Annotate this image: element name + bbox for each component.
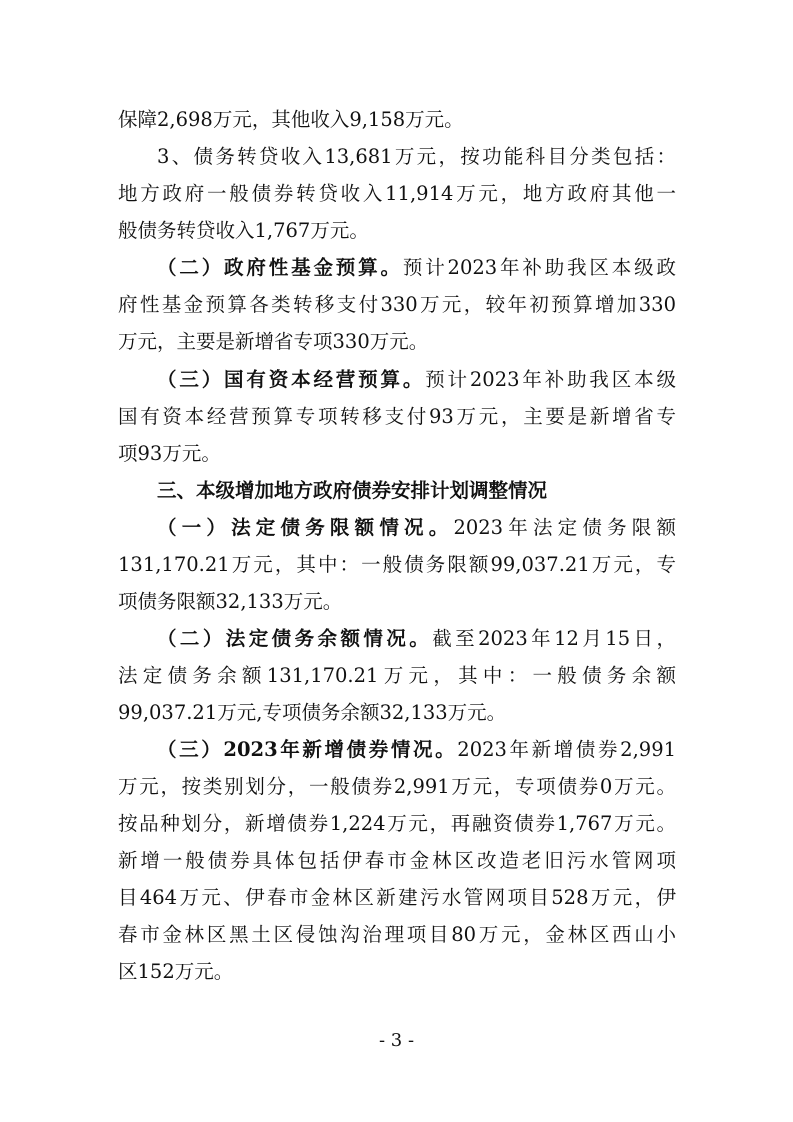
section-heading: （三）2023年新增债券情况。 [157,738,458,761]
body-line-4: 般债务转贷收入1,767万元。 [118,219,369,242]
body-line-9: 国有资本经营预算专项转移支付93万元，主要是新增省专 [118,405,676,428]
chapter-heading-three: 三、本级增加地方政府债券安排计划调整情况 [157,479,548,502]
body-line-6: 府性基金预算各类转移支付330万元，较年初预算增加330 [118,293,676,316]
body-line-7: 万元，主要是新增省专项330万元。 [118,330,429,353]
page-number: - 3 - [378,1030,415,1051]
body-line-23: 春市金林区黑土区侵蚀沟治理项目80万元，金林区西山小 [118,923,676,946]
body-line-16: 法定债务余额131,170.21万元，其中：一般债务余额 [118,664,676,687]
body-line-20: 按品种划分，新增债券1,224万元，再融资债券1,767万元。 [118,812,676,835]
body-line-2: 3、债务转贷收入13,681万元，按功能科目分类包括： [157,145,676,168]
body-line-3: 地方政府一般债券转贷收入11,914万元，地方政府其他一 [118,182,676,205]
section-gov-fund-budget: （二）政府性基金预算。预计2023年补助我区本级政 [157,256,676,279]
section-heading: （三）国有资本经营预算。 [157,368,426,391]
body-line-13: 131,170.21万元，其中：一般债务限额99,037.21万元，专 [118,553,676,576]
section-state-capital-budget: （三）国有资本经营预算。预计2023年补助我区本级 [157,368,676,391]
section-heading: （一）法定债务限额情况。 [157,516,454,539]
body-line-17: 99,037.21万元,专项债务余额32,133万元。 [118,701,507,724]
body-line-10: 项93万元。 [118,442,221,465]
section-debt-balance: （二）法定债务余额情况。截至2023年12月15日， [157,627,676,650]
body-line-19: 万元，按类别划分，一般债券2,991万元，专项债券0万元。 [118,775,676,798]
section-heading: （二）政府性基金预算。 [157,256,403,279]
body-line-21: 新增一般债券具体包括伊春市金林区改造老旧污水管网项 [118,849,676,872]
body-line-24: 区152万元。 [118,960,234,983]
body-line-22: 目464万元、伊春市金林区新建污水管网项目528万元，伊 [118,886,676,909]
body-line-1: 保障2,698万元，其他收入9,158万元。 [118,108,464,131]
section-debt-limit: （一）法定债务限额情况。2023年法定债务限额 [157,516,676,539]
body-line-14: 项债务限额32,133万元。 [118,590,343,613]
section-new-bonds-2023: （三）2023年新增债券情况。2023年新增债券2,991 [157,738,677,761]
section-heading: （二）法定债务余额情况。 [157,627,433,650]
